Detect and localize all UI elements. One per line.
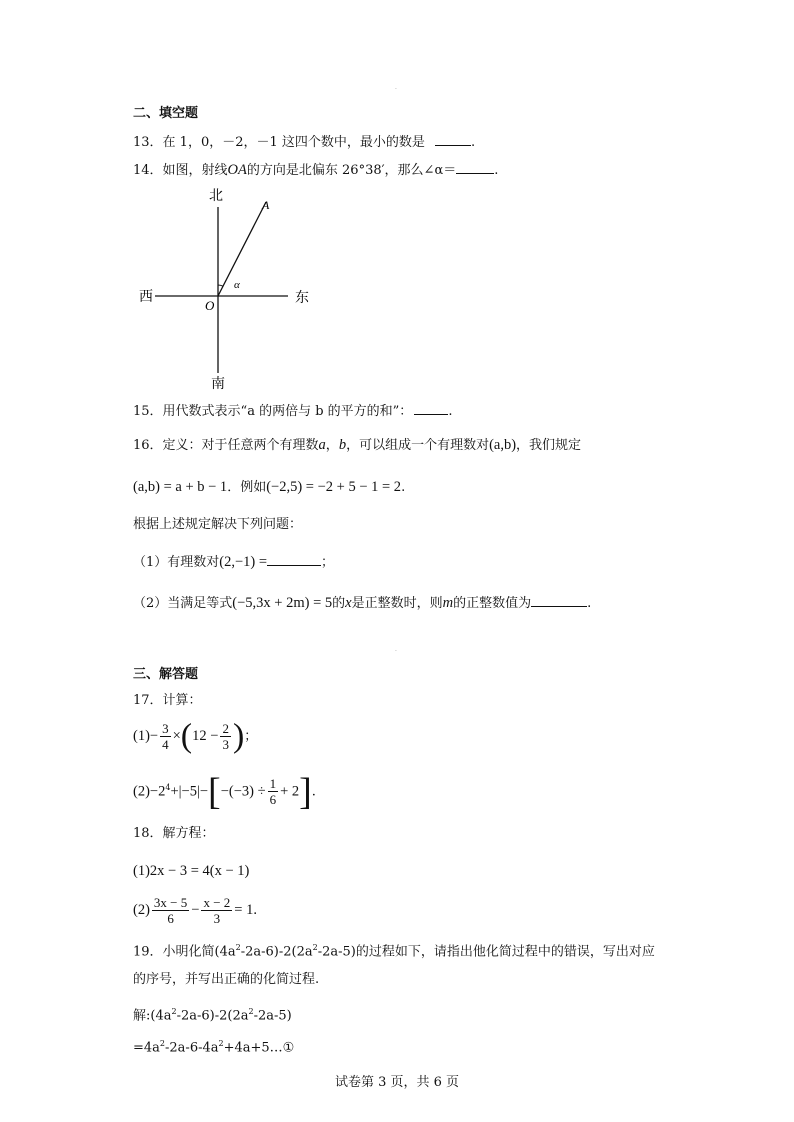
- question-19-line1: 19．小明化简$(4a^2-2a-6)-2(2a^2-2a-5)$的过程如下，请指出他化简过程中的错误，写出对应: [133, 943, 655, 960]
- scan-dot: ·: [395, 648, 397, 655]
- fraction: $\frac{x - 2}{3}$: [203, 895, 231, 926]
- angle-arc: [218, 285, 223, 286]
- question-14: 14．如图，射线OA的方向是北偏东 26°38′，那么∠α＝ .: [133, 162, 499, 178]
- question-17-part2: $(2)-2^4+|-5|-[-(-3)$ ÷ $\frac{1}{6}$ + 2].: [133, 770, 316, 813]
- fraction: $\frac{3x - 5}{6}$: [153, 895, 188, 926]
- section-title-fill-in: 二、填空题: [133, 106, 199, 121]
- question-16-part1: （1）有理数对(2,−1) = ；: [133, 554, 335, 570]
- section-title-solve: 三、解答题: [133, 667, 199, 682]
- scan-dot: ·: [395, 86, 397, 93]
- question-17-title: 17．计算：: [133, 693, 202, 708]
- question-13: 13．在 1，0，－2，－1 这四个数中，最小的数是 .: [133, 135, 476, 150]
- label-south: 南: [211, 376, 225, 392]
- question-15: 15．用代数式表示“a 的两倍与 b 的平方的和”： .: [133, 404, 453, 419]
- question-19-step1: $=4a^2-2a-6-4a^2+4a+5\dots ①$: [133, 1039, 295, 1056]
- question-19-solution: 解$:(4a^2-2a-6)-2(2a^2-2a-5)$: [133, 1007, 292, 1024]
- answer-blank: [435, 133, 471, 146]
- label-ray-a: A: [262, 198, 270, 212]
- answer-blank: [414, 402, 448, 415]
- question-18-title: 18．解方程：: [133, 826, 215, 841]
- question-16-part2: （2）当满足等式(−5,3x + 2m) = 5的x是正整数时，则m的正整数值为 .: [133, 595, 592, 611]
- answer-blank: [531, 594, 587, 607]
- label-east: 东: [295, 290, 309, 306]
- question-16-intro: 根据上述规定解决下列问题：: [133, 517, 303, 532]
- label-origin: O: [205, 298, 215, 313]
- question-18-part2: (2) $\frac{3x - 5}{6}$ − $\frac{x - 2}{3}$ = 1.: [133, 895, 257, 926]
- question-19-line2: 的序号，并写出正确的化简过程.: [133, 972, 320, 987]
- answer-blank: [456, 161, 494, 174]
- label-north: 北: [209, 188, 223, 204]
- compass-diagram: [133, 185, 313, 395]
- question-17-part1: (1)− $\frac{3}{4}$ ×(12 − $\frac{2}{3}$ )；: [133, 717, 258, 755]
- fraction: $\frac{2}{3}$: [222, 721, 229, 752]
- label-west: 西: [139, 289, 153, 305]
- question-16-line1: 16．定义：对于任意两个有理数a，b，可以组成一个有理数对(a,b)，我们规定: [133, 437, 582, 453]
- fraction: $\frac{3}{4}$: [162, 721, 169, 752]
- question-16-definition: (a,b) = a + b − 1．例如(−2,5) = −2 + 5 − 1 = 2.: [133, 479, 406, 495]
- question-18-part1: (1)2x − 3 = 4(x − 1): [133, 863, 250, 879]
- answer-blank: [267, 553, 321, 566]
- fraction: $\frac{1}{6}$: [269, 776, 277, 808]
- ray-oa: [218, 202, 266, 296]
- label-alpha: α: [234, 279, 240, 291]
- page-footer: 试卷第 3 页，共 6 页: [334, 1075, 460, 1090]
